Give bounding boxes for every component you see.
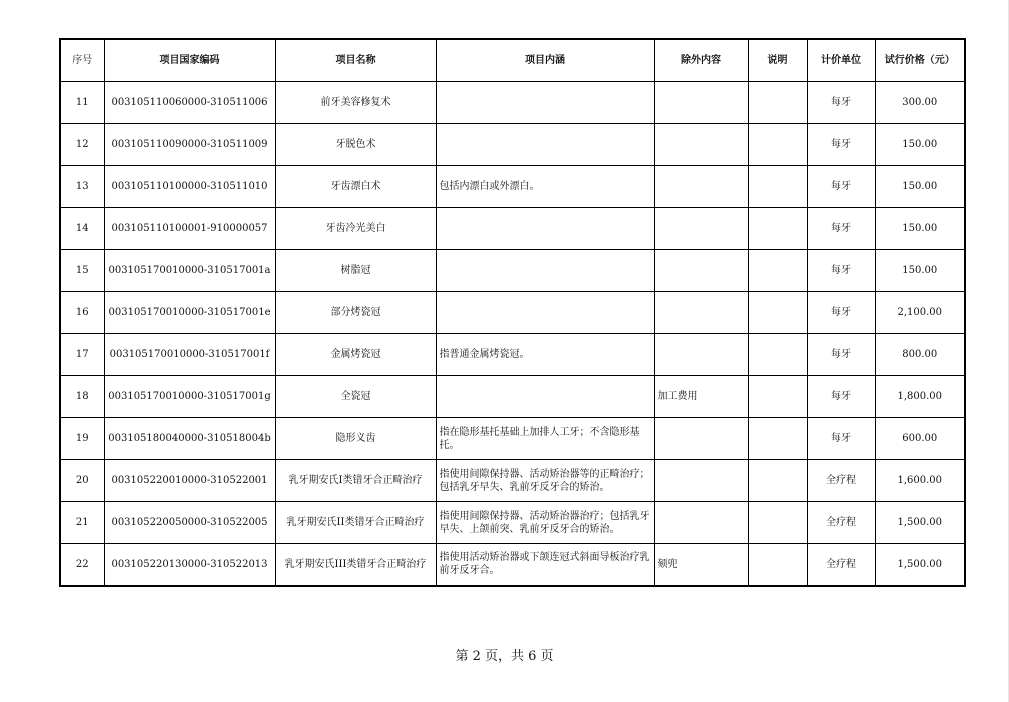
cell-code: 003105170010000-310517001a (104, 250, 275, 292)
cell-price: 150.00 (875, 166, 965, 208)
table-row (60, 376, 965, 418)
header-note: 说明 (748, 39, 807, 82)
header-row (60, 39, 965, 82)
cell-seq: 11 (60, 82, 104, 124)
cell-code: 003105110100001-910000057 (104, 208, 275, 250)
cell-content (436, 250, 654, 292)
cell-name: 金属烤瓷冠 (275, 334, 436, 376)
cell-content: 指普通金属烤瓷冠。 (436, 334, 654, 376)
cell-seq: 20 (60, 460, 104, 502)
cell-excluded: 加工费用 (654, 376, 748, 418)
header-content: 项目内涵 (436, 39, 654, 82)
cell-price: 800.00 (875, 334, 965, 376)
cell-unit: 每牙 (807, 82, 875, 124)
table-row (60, 502, 965, 544)
cell-content (436, 376, 654, 418)
cell-code: 003105170010000-310517001g (104, 376, 275, 418)
cell-unit: 每牙 (807, 292, 875, 334)
cell-excluded: 颏兜 (654, 544, 748, 586)
cell-excluded (654, 82, 748, 124)
cell-code: 003105110100000-310511010 (104, 166, 275, 208)
cell-price: 2,100.00 (875, 292, 965, 334)
cell-seq: 13 (60, 166, 104, 208)
table-row (60, 418, 965, 460)
cell-content (436, 208, 654, 250)
cell-content: 指在隐形基托基础上加排人工牙；不含隐形基托。 (436, 418, 654, 460)
cell-price: 150.00 (875, 124, 965, 166)
header-code: 项目国家编码 (104, 39, 275, 82)
table-row (60, 460, 965, 502)
cell-note (748, 334, 807, 376)
cell-name: 隐形义齿 (275, 418, 436, 460)
header-price: 试行价格（元） (875, 39, 965, 82)
cell-code: 003105110060000-310511006 (104, 82, 275, 124)
cell-seq: 17 (60, 334, 104, 376)
cell-name: 前牙美容修复术 (275, 82, 436, 124)
table-row (60, 208, 965, 250)
cell-excluded (654, 208, 748, 250)
cell-price: 600.00 (875, 418, 965, 460)
header-name: 项目名称 (275, 39, 436, 82)
cell-content (436, 124, 654, 166)
header-unit: 计价单位 (807, 39, 875, 82)
cell-note (748, 502, 807, 544)
table-row (60, 544, 965, 586)
cell-note (748, 376, 807, 418)
cell-seq: 16 (60, 292, 104, 334)
cell-name: 全瓷冠 (275, 376, 436, 418)
cell-code: 003105220010000-310522001 (104, 460, 275, 502)
cell-price: 1,500.00 (875, 502, 965, 544)
cell-seq: 22 (60, 544, 104, 586)
cell-seq: 12 (60, 124, 104, 166)
cell-name: 乳牙期安氏III类错牙合正畸治疗 (275, 544, 436, 586)
cell-seq: 15 (60, 250, 104, 292)
cell-name: 部分烤瓷冠 (275, 292, 436, 334)
table-row (60, 334, 965, 376)
cell-content (436, 292, 654, 334)
cell-seq: 21 (60, 502, 104, 544)
cell-unit: 全疗程 (807, 502, 875, 544)
cell-content: 指使用间隙保持器、活动矫治器治疗；包括乳牙早失、上颌前突、乳前牙反牙合的矫治。 (436, 502, 654, 544)
cell-code: 003105170010000-310517001e (104, 292, 275, 334)
cell-name: 牙齿冷光美白 (275, 208, 436, 250)
cell-seq: 14 (60, 208, 104, 250)
cell-excluded (654, 250, 748, 292)
cell-seq: 19 (60, 418, 104, 460)
cell-excluded (654, 292, 748, 334)
cell-price: 1,500.00 (875, 544, 965, 586)
cell-unit: 每牙 (807, 166, 875, 208)
cell-price: 1,600.00 (875, 460, 965, 502)
cell-code: 003105170010000-310517001f (104, 334, 275, 376)
cell-unit: 全疗程 (807, 460, 875, 502)
cell-note (748, 166, 807, 208)
cell-note (748, 124, 807, 166)
cell-seq: 18 (60, 376, 104, 418)
cell-content: 包括内漂白或外漂白。 (436, 166, 654, 208)
cell-code: 003105110090000-310511009 (104, 124, 275, 166)
cell-unit: 每牙 (807, 250, 875, 292)
cell-name: 乳牙期安氏I类错牙合正畸治疗 (275, 460, 436, 502)
cell-excluded (654, 418, 748, 460)
table-row (60, 250, 965, 292)
cell-content (436, 82, 654, 124)
cell-unit: 每牙 (807, 208, 875, 250)
cell-content: 指使用间隙保持器、活动矫治器等的正畸治疗；包括乳牙早失、乳前牙反牙合的矫治。 (436, 460, 654, 502)
cell-name: 牙齿漂白术 (275, 166, 436, 208)
cell-excluded (654, 460, 748, 502)
cell-code: 003105180040000-310518004b (104, 418, 275, 460)
cell-note (748, 544, 807, 586)
header-seq: 序号 (60, 39, 104, 82)
cell-note (748, 208, 807, 250)
header-excluded: 除外内容 (654, 39, 748, 82)
cell-unit: 每牙 (807, 124, 875, 166)
table-row (60, 292, 965, 334)
cell-name: 乳牙期安氏II类错牙合正畸治疗 (275, 502, 436, 544)
cell-price: 300.00 (875, 82, 965, 124)
cell-price: 1,800.00 (875, 376, 965, 418)
cell-note (748, 418, 807, 460)
table-row (60, 166, 965, 208)
cell-price: 150.00 (875, 250, 965, 292)
cell-name: 牙脱色术 (275, 124, 436, 166)
cell-note (748, 250, 807, 292)
cell-note (748, 292, 807, 334)
cell-content: 指使用活动矫治器或下颌连冠式斜面导板治疗乳前牙反牙合。 (436, 544, 654, 586)
cell-code: 003105220130000-310522013 (104, 544, 275, 586)
cell-name: 树脂冠 (275, 250, 436, 292)
cell-unit: 每牙 (807, 376, 875, 418)
cell-excluded (654, 166, 748, 208)
cell-unit: 每牙 (807, 418, 875, 460)
cell-unit: 全疗程 (807, 544, 875, 586)
cell-excluded (654, 124, 748, 166)
cell-excluded (654, 502, 748, 544)
table-row (60, 124, 965, 166)
cell-code: 003105220050000-310522005 (104, 502, 275, 544)
table-body (60, 82, 965, 586)
cell-note (748, 82, 807, 124)
cell-price: 150.00 (875, 208, 965, 250)
cell-unit: 每牙 (807, 334, 875, 376)
price-table (59, 38, 966, 587)
cell-excluded (654, 334, 748, 376)
page-number: 第 2 页，共 6 页 (455, 649, 554, 664)
cell-note (748, 460, 807, 502)
table-row (60, 82, 965, 124)
